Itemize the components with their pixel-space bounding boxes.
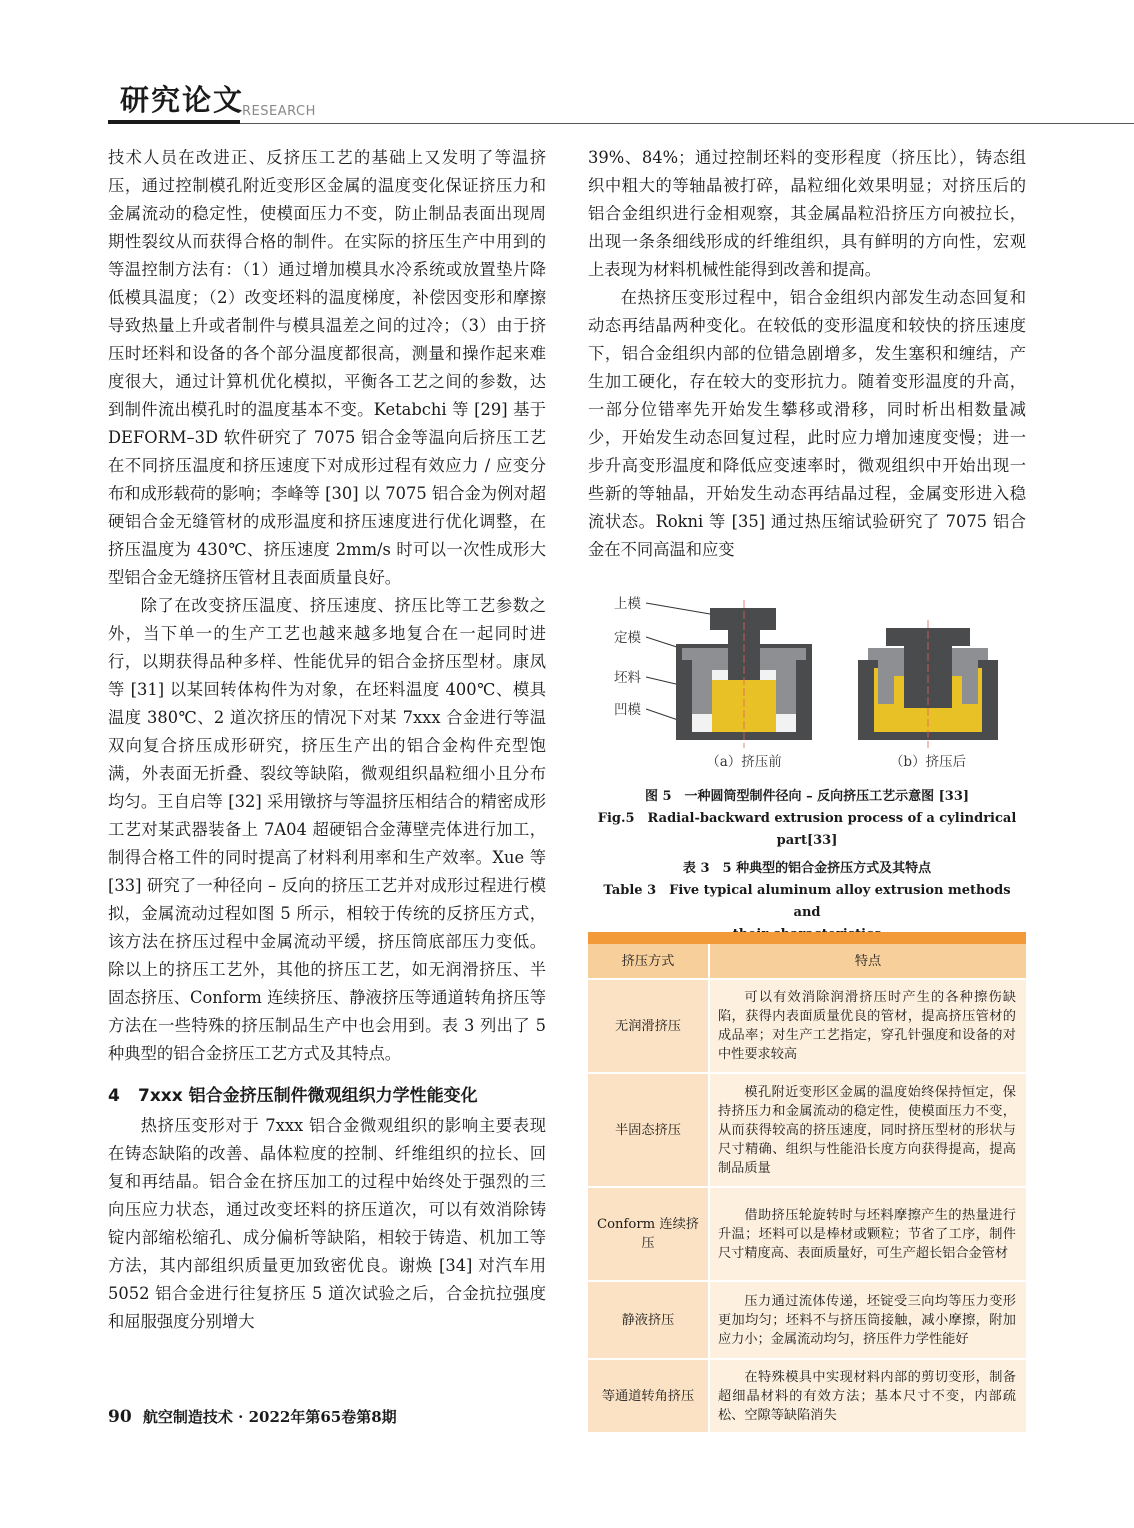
leader-line <box>646 603 710 614</box>
leader-line <box>646 709 678 720</box>
method-cell: Conform 连续挤压 <box>588 1187 709 1281</box>
section-subtitle: RESEARCH <box>242 104 316 119</box>
section-title: 研究论文 <box>120 83 245 117</box>
body-paragraph: 热挤压变形对于 7xxx 铝合金微观组织的影响主要表现在铸态缺陷的改善、晶体粒度的控制、纤维组织的拉长、回复和再结晶。铝合金在挤压加工的过程中始终处于强烈的三向压应力状态，通过改变坯料的挤压道次，可以有效消除铸锭内部缩松缩孔、成分偏析等缺陷，相较于铸造、机加工等方法，其内部组织质量更加致密优良。谢焕 [34] 对汽车用 5052 铝合金进行往复挤压 5 道次试验之后，合金抗拉强度和屈服强度分别增大 <box>108 1116 546 1331</box>
section-number: 4 <box>108 1086 120 1106</box>
feature-cell: 借助挤压轮旋转时与坯料摩擦产生的热量进行升温；坯料可以是棒材或颗粒；节省了工序，制件尺寸精度高、表面质量好，可生产超长铝合金管材 <box>709 1187 1026 1281</box>
label-fixed-die: 定模 <box>614 630 641 646</box>
table-row <box>588 1359 1026 1433</box>
feature-cell: 压力通过流体传递，坯锭受三向均等压力变形更加均匀；坯料不与挤压筒接触，减小摩擦，附加应力小；金属流动均匀，挤压件力学性能好 <box>709 1281 1026 1359</box>
feature-cell: 在特殊模具中实现材料内部的剪切变形，制备超细晶材料的有效方法；基本尺寸不变，内部疏松、空隙等缺陷消失 <box>709 1359 1026 1433</box>
table-row <box>588 1281 1026 1359</box>
right-column <box>588 144 1026 564</box>
journal-info: 航空制造技术 · 2022年第65卷第8期 <box>142 1408 397 1426</box>
diagram-b-after <box>858 620 998 748</box>
subcaption-a: （a）挤压前 <box>706 754 782 770</box>
method-cell: 等通道转角挤压 <box>588 1359 709 1433</box>
feature-cell: 可以有效消除润滑挤压时产生的各种擦伤缺陷，获得内表面质量优良的管材，提高挤压管材的成品率；对生产工艺指定，穿孔针强度和设备的对中性要求较高 <box>709 979 1026 1073</box>
header-rule-thin <box>240 123 1134 124</box>
label-billet: 坯料 <box>614 670 641 686</box>
body-paragraph: 除了在改变挤压温度、挤压速度、挤压比等工艺参数之外，当下单一的生产工艺也越来越多地复合在一起同时进行，以期获得品种多样、性能优异的铝合金挤压型材。康凤等 [31] 以某回转体构件为对象，在坯料温度 400℃、模具温度 380℃、2 道次挤压的情况下对某 7xxx 合金进行等温双向复合挤压成形研究，挤压生产出的铝合金构件充型饱满，外表面无折叠、裂纹等缺陷，微观组织晶粒细小且分布均匀。王自启等 [32] 采用镦挤与等温挤压相结合的精密成形工艺对某武器装备上 7A04 超硬铝合金薄壁壳体进行加工，制得合格工件的同时提高了材料利用率和生产效率。Xue 等 [33] 研究了一种径向 – 反向的挤压工艺并对成形过程进行模拟，金属流动过程如图 5 所示，相较于传统的反挤压方式，该方法在挤压过程中金属流动平缓，挤压筒底部压力变低。除以上的挤压工艺外，其他的挤压工艺，如无润滑挤压、半固态挤压、Conform 连续挤压、静液挤压等通道转角挤压等方法在一些特殊的挤压制品生产中也会用到。表 3 列出了 5 种典型的铝合金挤压工艺方式及其特点。 <box>108 596 546 1063</box>
label-upper-punch: 上模 <box>614 596 641 612</box>
page-footer <box>108 1406 397 1427</box>
section-heading <box>108 1080 546 1112</box>
column-header: 特点 <box>709 944 1026 979</box>
figure-caption-cn: 图 5 一种圆筒型制件径向 – 反向挤压工艺示意图 [33] <box>644 789 970 804</box>
figure-caption-en: Fig.5 Radial-backward extrusion process of a cylindrical part[33] <box>597 811 1017 848</box>
method-cell: 无润滑挤压 <box>588 979 709 1073</box>
page-number: 90 <box>108 1407 132 1427</box>
running-header <box>108 82 1134 126</box>
extrusion-methods-table <box>588 932 1026 1434</box>
extrusion-diagram <box>588 590 1026 790</box>
left-column <box>108 144 546 1336</box>
figure-caption <box>588 786 1026 852</box>
method-cell: 静液挤压 <box>588 1281 709 1359</box>
method-cell: 半固态挤压 <box>588 1073 709 1187</box>
table-row <box>588 979 1026 1073</box>
figure-5 <box>588 590 1026 790</box>
body-paragraph: 技术人员在改进正、反挤压工艺的基础上又发明了等温挤压，通过控制模孔附近变形区金属的温度变化保证挤压力和金属流动的稳定性，使模面压力不变，防止制品表面出现周期性裂纹从而获得合格的制件。在实际的挤压生产中用到的等温控制方法有：（1）通过增加模具水冷系统或放置垫片降低模具温度；（2）改变坯料的温度梯度，补偿因变形和摩擦导致热量上升或者制件与模具温差之间的过冷；（3）由于挤压时坯料和设备的各个部分温度都很高，测量和操作起来难度很大，通过计算机优化模拟，平衡各工艺之间的参数，达到制件流出模孔时的温度基本不变。Ketabchi 等 [29] 基于 DEFORM–3D 软件研究了 7075 铝合金等温向后挤压工艺在不同挤压温度和挤压速度下对成形过程有效应力 / 应变分布和成形载荷的影响；李峰等 [30] 以 7075 铝合金为例对超硬铝合金无缝管材的成形温度和挤压速度进行优化调整，在挤压温度为 430℃、挤压速度 2mm/s 时可以一次性成形大型铝合金无缝挤压管材且表面质量良好。 <box>108 148 546 587</box>
header-rule-thick <box>108 120 240 124</box>
table-row <box>588 1187 1026 1281</box>
table-caption-en: Table 3 Five typical aluminum alloy extrusion methods and <box>603 883 1011 920</box>
table-header-row <box>588 944 1026 979</box>
table-row <box>588 1073 1026 1187</box>
feature-cell: 模孔附近变形区金属的温度始终保持恒定，保持挤压力和金属流动的稳定性，使模面压力不变，从而获得较高的挤压速度，同时挤压型材的形状与尺寸精确、组织与性能沿长度方向获得提高，提高制品质量 <box>709 1073 1026 1187</box>
body-paragraph: 在热挤压变形过程中，铝合金组织内部发生动态回复和动态再结晶两种变化。在较低的变形温度和较快的挤压速度下，铝合金组织内部的位错急剧增多，发生塞积和缠结，产生加工硬化，存在较大的变形抗力。随着变形温度的升高，一部分位错率先开始发生攀移或滑移，同时析出相数量减少，开始发生动态回复过程，此时应力增加速度变慢；进一步升高变形温度和降低应变速率时，微观组织中开始出现一些新的等轴晶，开始发生动态再结晶过程，金属变形进入稳流状态。Rokni 等 [35] 通过热压缩试验研究了 7075 铝合金在不同高温和应变 <box>588 288 1026 559</box>
table-caption-cn: 表 3 5 种典型的铝合金挤压方式及其特点 <box>682 861 932 876</box>
subcaption-b: （b）挤压后 <box>889 754 967 770</box>
label-die: 凹模 <box>614 702 641 718</box>
section-heading-text: 7xxx 铝合金挤压制件微观组织力学性能变化 <box>138 1086 478 1106</box>
diagram-a-before <box>676 600 812 748</box>
body-paragraph: 39%、84%；通过控制坯料的变形程度（挤压比），铸态组织中粗大的等轴晶被打碎，晶粒细化效果明显；对挤压后的铝合金组织进行金相观察，其金属晶粒沿挤压方向被拉长，出现一条条细线形成的纤维组织，具有鲜明的方向性，宏观上表现为材料机械性能得到改善和提高。 <box>588 148 1026 279</box>
column-header: 挤压方式 <box>588 944 709 979</box>
